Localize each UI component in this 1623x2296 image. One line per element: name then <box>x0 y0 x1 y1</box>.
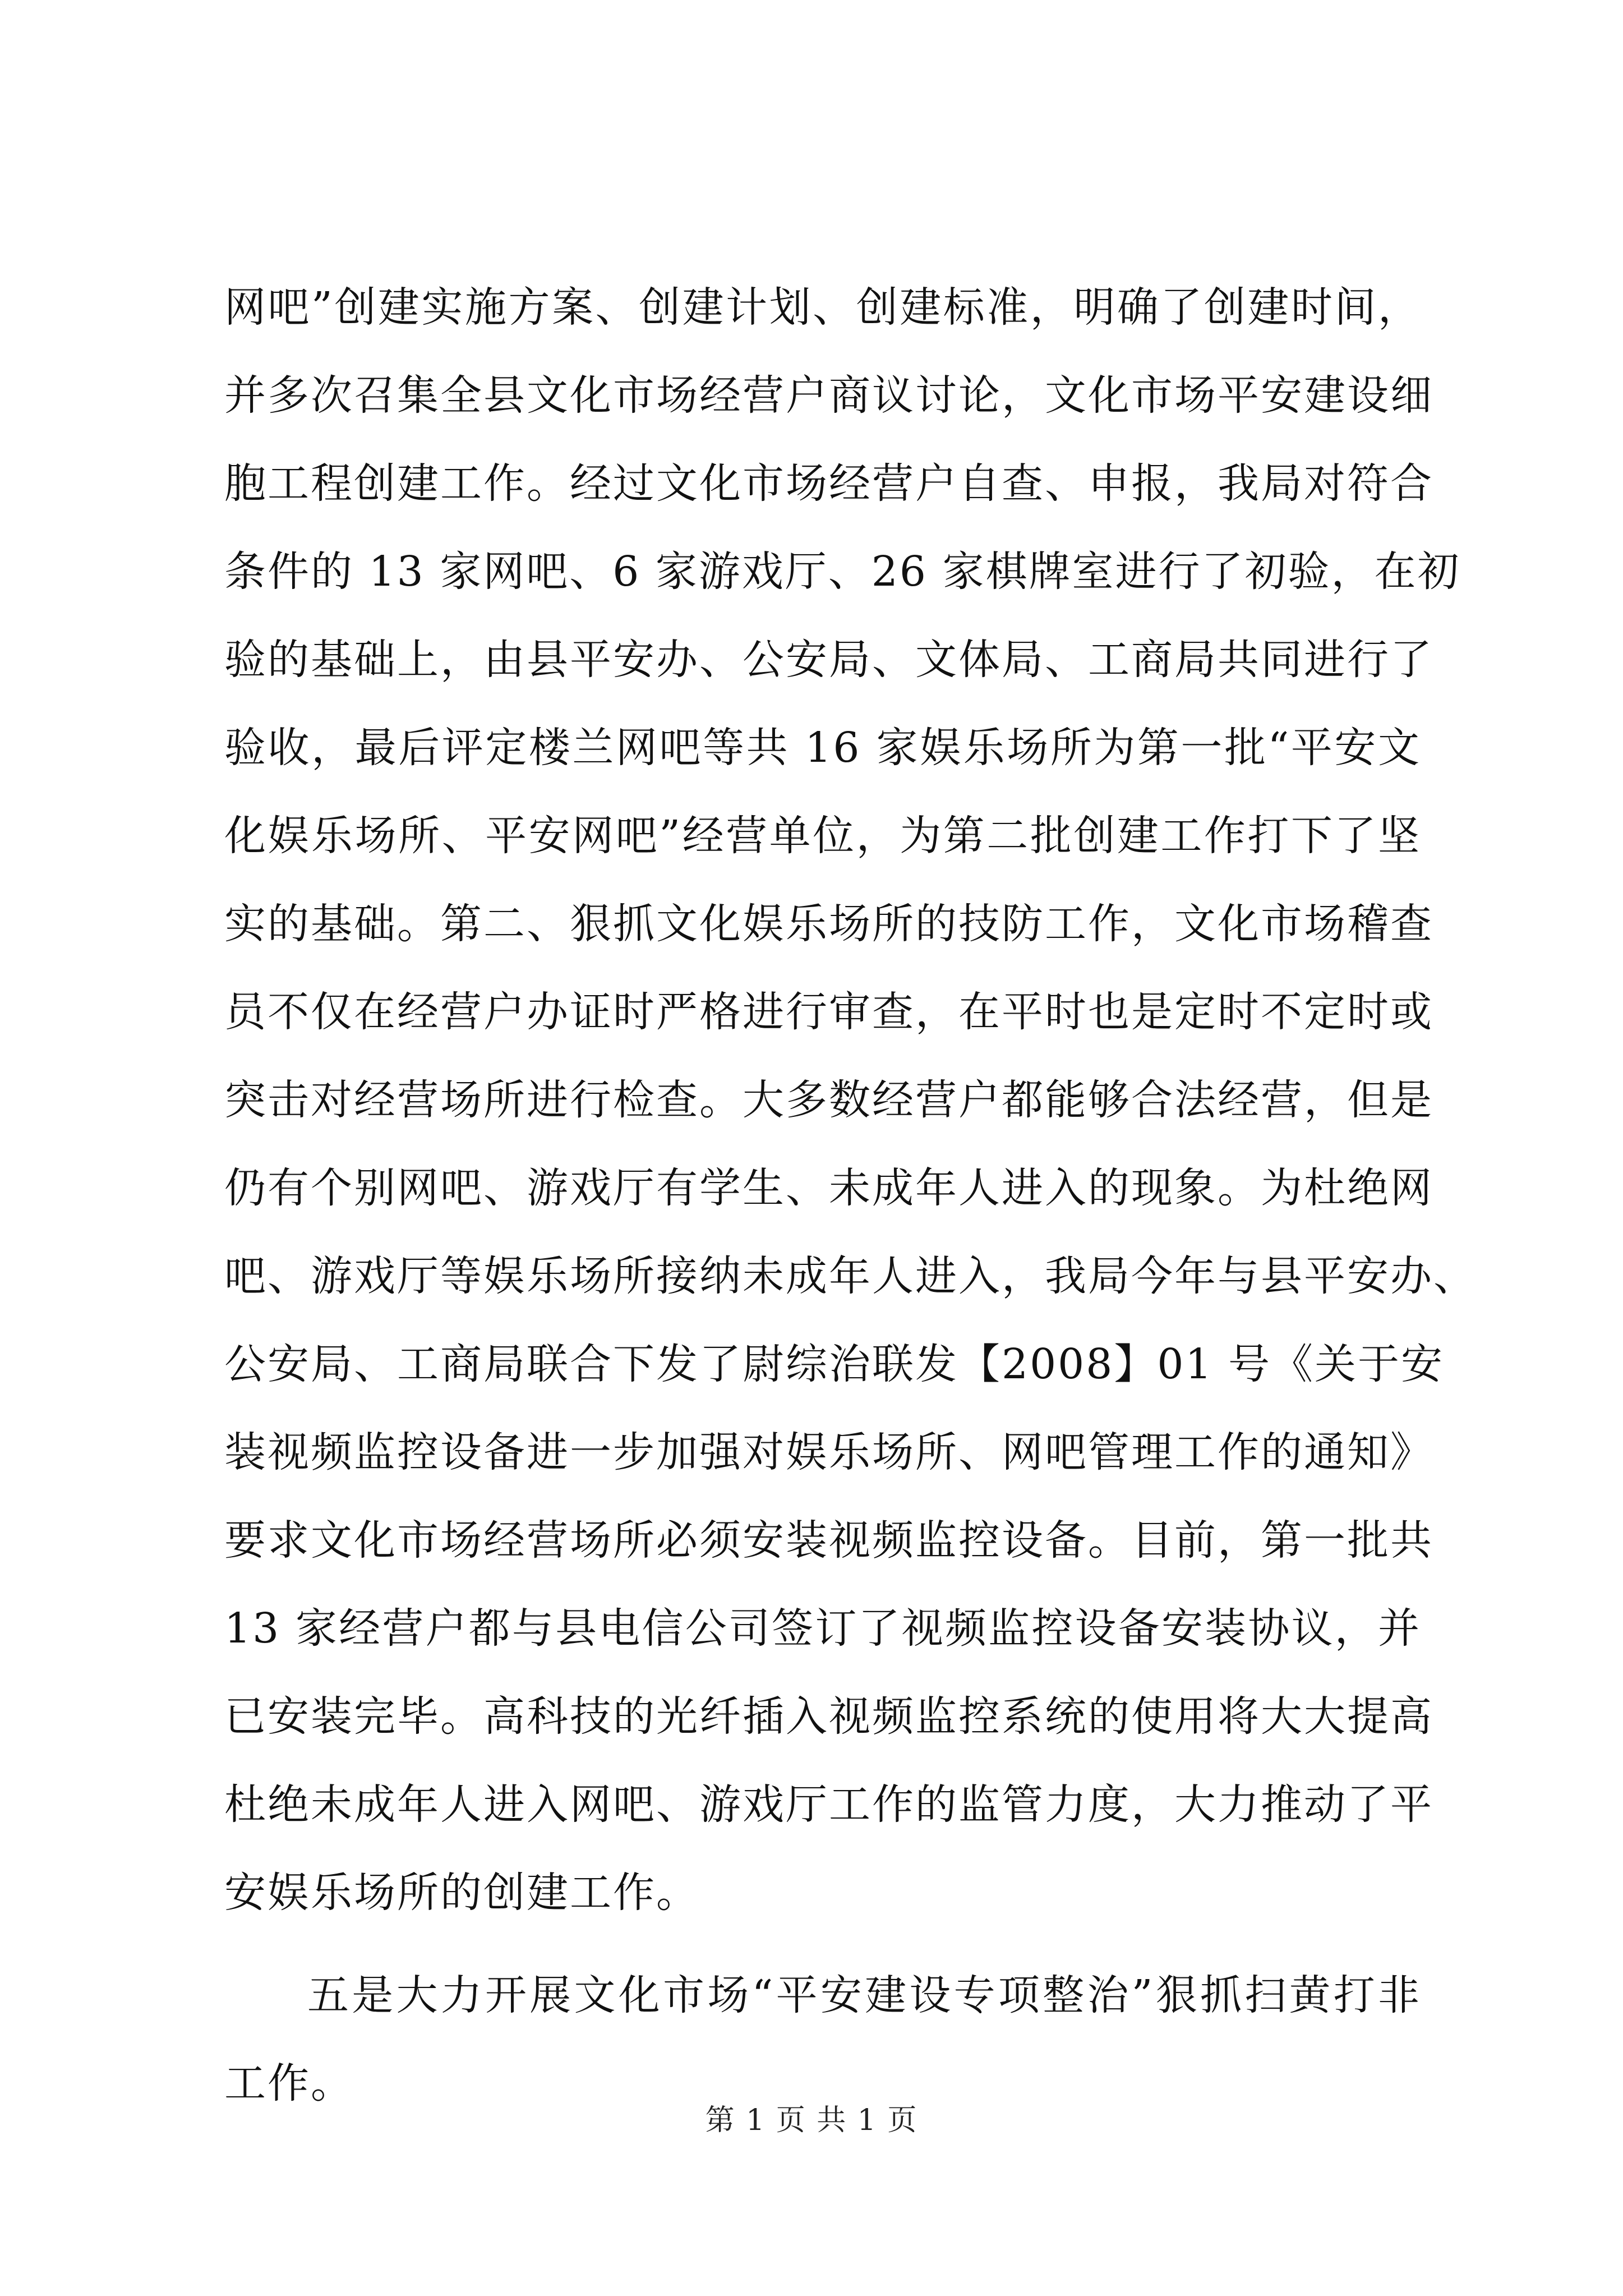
text-line: 13 家经营户都与县电信公司签订了视频监控设备安装协议，并 <box>224 1604 1421 1653</box>
text-line: 胞工程创建工作。经过文化市场经营户自查、申报，我局对符合 <box>224 459 1433 508</box>
text-line: 杜绝未成年人进入网吧、游戏厅工作的监管力度，大力推动了平 <box>224 1780 1433 1829</box>
text-line: 网吧”创建实施方案、创建计划、创建标准，明确了创建时间， <box>224 283 1421 332</box>
text-line: 验收，最后评定楼兰网吧等共 16 家娱乐场所为第一批“平安文 <box>224 724 1421 772</box>
text-line: 工作。 <box>224 2059 354 2108</box>
text-line: 已安装完毕。高科技的光纤插入视频监控系统的使用将大大提高 <box>224 1692 1433 1741</box>
text-line: 五是大力开展文化市场“平安建设专项整治”狠抓扫黄打非 <box>307 1971 1421 2019</box>
page-footer: 第 1 页 共 1 页 <box>705 2104 918 2137</box>
text-line: 化娱乐场所、平安网吧”经营单位，为第二批创建工作打下了坚 <box>224 812 1421 860</box>
text-line: 突击对经营场所进行检查。大多数经营户都能够合法经营，但是 <box>224 1076 1433 1124</box>
document-body <box>224 264 1477 2128</box>
text-line: 装视频监控设备进一步加强对娱乐场所、网吧管理工作的通知》 <box>224 1428 1433 1476</box>
text-line: 并多次召集全县文化市场经营户商议讨论，文化市场平安建设细 <box>224 371 1433 420</box>
text-line: 员不仅在经营户办证时严格进行审查，在平时也是定时不定时或 <box>224 988 1433 1036</box>
paragraph-spacer <box>224 1937 1421 1952</box>
paragraph-1 <box>224 264 1477 1937</box>
text-line: 验的基础上，由县平安办、公安局、文体局、工商局共同进行了 <box>224 636 1433 684</box>
text-line: 仍有个别网吧、游戏厅有学生、未成年人进入的现象。为杜绝网 <box>224 1164 1433 1212</box>
text-line: 要求文化市场经营场所必须安装视频监控设备。目前，第一批共 <box>224 1516 1433 1565</box>
text-line: 公安局、工商局联合下发了尉综治联发【2008】01 号《关于安 <box>224 1340 1445 1388</box>
text-line: 安娱乐场所的创建工作。 <box>224 1869 699 1917</box>
text-line: 实的基础。第二、狠抓文化娱乐场所的技防工作，文化市场稽查 <box>224 900 1433 948</box>
text-line: 条件的 13 家网吧、6 家游戏厅、26 家棋牌室进行了初验，在初 <box>224 547 1461 596</box>
text-line: 吧、游戏厅等娱乐场所接纳未成年人进入，我局今年与县平安办、 <box>224 1252 1477 1300</box>
